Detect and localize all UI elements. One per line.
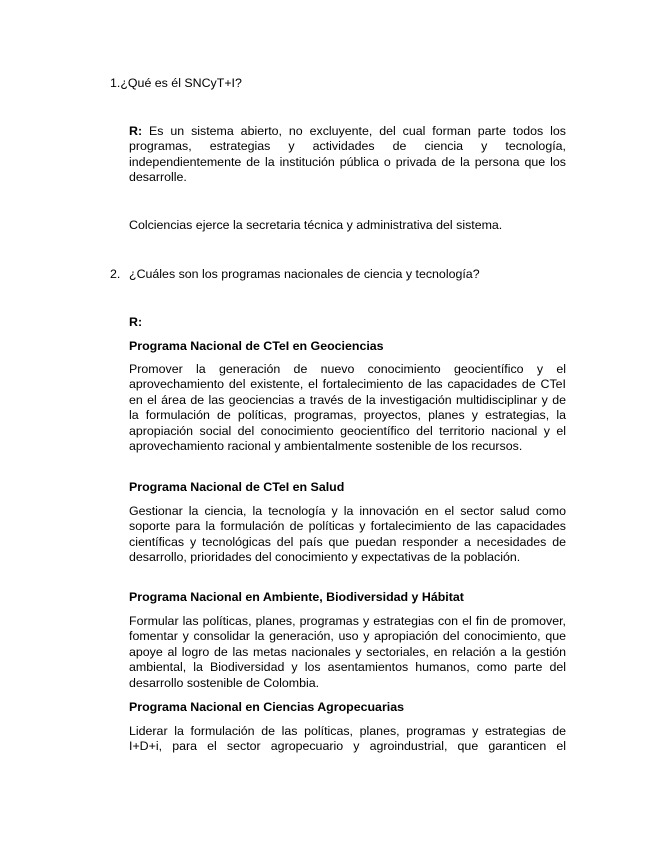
question-1: [110, 76, 242, 91]
program-text-geociencias: Promover la generación de nuevo conocimiento geocientífico y el aprovechamiento del existente, el fortalecimiento de las capacidades de CTeI en el área de las geociencias a través de la investigación multidisciplinar y de la formulación de políticas, programas, proyectos, planes y estrategias, la apropiación social del conocimiento geocientífico del territorio nacional y el aprovechamiento racional y ambientalmente sostenible de los recursos.: [129, 362, 566, 454]
answer-1-text: Es un sistema abierto, no excluyente, del cual forman parte todos los programas, estrategias y actividades de ciencia y tecnología, independientemente de la institución pública o privada de la persona que los desarrolle.: [129, 124, 566, 185]
answer-1: [129, 124, 566, 186]
program-text-ambiente: Formular las políticas, planes, programas y estrategias con el fin de promover, fomentar y consolidar la generación, uso y apropiación del conocimiento, que apoye al logro de las metas nacionales y sectoriales, en relación a la gestión ambiental, la Biodiversidad y los asentamientos humanos, como parte del desarrollo sostenible de Colombia.: [129, 614, 566, 690]
answer-1-label: R:: [129, 124, 143, 138]
answer-2-label: R:: [129, 315, 143, 329]
program-text-agropecuarias: Liderar la formulación de las políticas, planes, programas y estrategias de I+D+i, para el sector agropecuario y agroindustrial, que garanticen el: [129, 724, 566, 754]
answer-1-note: Colciencias ejerce la secretaria técnica y administrativa del sistema.: [129, 218, 503, 232]
question-2-number: 2.: [110, 267, 121, 281]
program-title-agropecuarias: Programa Nacional en Ciencias Agropecuarias: [129, 700, 404, 714]
question-2-text: ¿Cuáles son los programas nacionales de ciencia y tecnología?: [129, 267, 480, 281]
program-title-geociencias: Programa Nacional de CTeI en Geociencias: [129, 339, 384, 353]
program-text-salud: Gestionar la ciencia, la tecnología y la innovación en el sector salud como soporte para la formulación de políticas y fortalecimiento de las capacidades científicas y tecnológicas del país que puedan responder a necesidades de desarrollo, prioridades del conocimiento y expectativas de la población.: [129, 504, 566, 565]
question-1-text: ¿Qué es él SNCyT+I?: [120, 76, 242, 90]
program-title-ambiente: Programa Nacional en Ambiente, Biodiversidad y Hábitat: [129, 590, 464, 604]
program-title-salud: Programa Nacional de CTeI en Salud: [129, 480, 345, 494]
question-1-number: 1.: [110, 76, 121, 90]
